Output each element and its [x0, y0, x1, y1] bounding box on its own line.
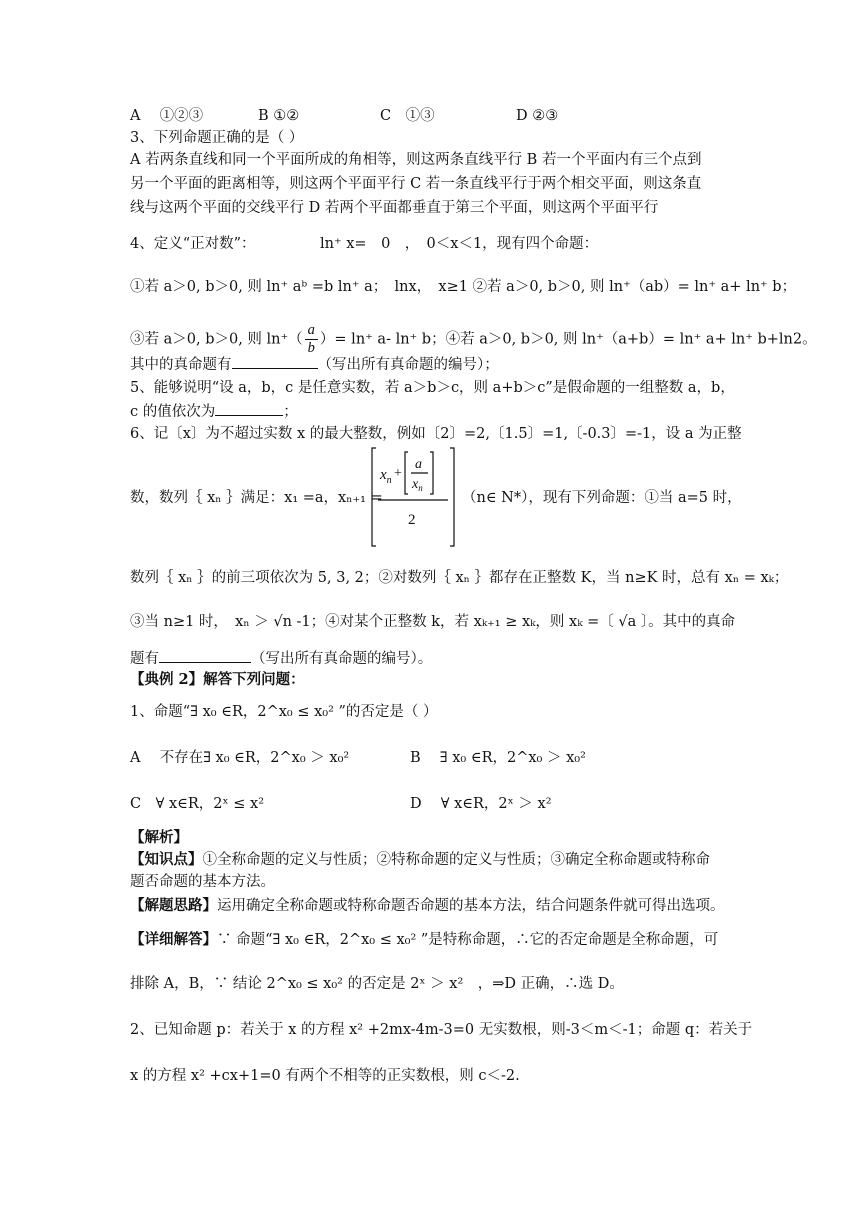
- svg-text:+: +: [394, 466, 402, 481]
- option-b: B ①②: [258, 108, 300, 124]
- thinking-text: 运用确定全称命题或特称命题否命题的基本方法，结合问题条件就可得出选项。: [217, 898, 725, 914]
- fraction-a-over-b: [305, 322, 318, 357]
- q6-line4: ③当 n≥1 时， xₙ ＞ √n -1；④对某个正整数 k，若 xₖ₊₁ ≥ xₖ，则 xₖ =〔 √a 〕。其中的真命: [130, 614, 736, 630]
- detail-text: ∵ 命题“∃ x₀ ∈R，2^x₀ ≤ x₀² ”是特称命题，∴它的否定命题是全称命题，可: [217, 932, 719, 948]
- q4-prop-1-2: ①若 a＞0, b＞0, 则 ln⁺ aᵇ =b ln⁺ a； lnx， x≥1 ②若 a＞0, b＞0, 则 ln⁺（ab）= ln⁺ a+ ln⁺ b；: [130, 279, 797, 295]
- q3-line1: A 若两条直线和同一个平面所成的角相等，则这两条直线平行 B 若一个平面内有三个点到: [130, 152, 702, 168]
- q4-ask-tail: （写出所有真命题的编号）；: [317, 357, 499, 373]
- detail-line1: [130, 930, 718, 950]
- q5-text: c 的值依次为: [130, 404, 216, 420]
- q5-tail: ；: [283, 404, 298, 420]
- detail-line2: 排除 A，B，∵ 结论 2^x₀ ≤ x₀² 的否定是 2ˣ ＞ x² ，⇒D 正确，∴选 D。: [130, 976, 624, 992]
- floor-fraction-formula: [368, 444, 458, 550]
- q4-ask: [130, 354, 499, 375]
- frac-denominator: b: [307, 340, 315, 356]
- ex2-option-a: A 不存在∃ x₀ ∈R，2^x₀ ＞ x₀²: [130, 750, 350, 766]
- knowledge-label: 【知识点】: [130, 851, 203, 868]
- q3-stem: 3、下列命题正确的是（ ）: [130, 130, 304, 146]
- q6-line5: [130, 648, 432, 669]
- thinking-label: 【解题思路】: [130, 897, 217, 914]
- frac-numerator: a: [305, 322, 318, 340]
- solution-heading: 【解析】: [130, 829, 188, 846]
- q6-ask: 题有: [130, 651, 159, 667]
- ex2-option-b: B ∃ x₀ ∈R，2^x₀ ＞ x₀²: [410, 750, 586, 766]
- option-c: C ①③: [380, 108, 435, 124]
- answer-blank[interactable]: [215, 401, 283, 416]
- q3-line2: 另一个平面的距离相等，则这两个平面平行 C 若一条直线平行于两个相交平面，则这条直: [130, 176, 702, 192]
- q4-prop3-end: ）= ln⁺ a- ln⁺ b；④若 a＞0, b＞0, 则 ln⁺（a+b）= ln⁺ a+ ln⁺ b+ln2。: [319, 331, 817, 348]
- detail-label: 【详细解答】: [130, 931, 217, 948]
- svg-text:xn: $x_n$: [412, 477, 423, 493]
- svg-text:xn: $x_n$: [380, 467, 392, 486]
- option-a: A ①②③: [130, 108, 204, 124]
- answer-blank[interactable]: [159, 648, 251, 663]
- q4-definition: 4、定义“正对数”：: [130, 236, 256, 252]
- example-heading: 【典例 2】解答下列问题：: [130, 671, 305, 688]
- q2-line1: 2、已知命题 p：若关于 x 的方程 x² +2mx-4m-3=0 无实数根，则-3＜m＜-1；命题 q：若关于: [130, 1022, 753, 1038]
- knowledge-line1: [130, 850, 710, 870]
- q4-ask-text: 其中的真命题有: [130, 357, 232, 373]
- knowledge-text: ①全称命题的定义与性质；②特称命题的定义与性质；③确定全称命题或特称命: [202, 852, 710, 868]
- ex2-option-d: D ∀ x∈R，2ˣ ＞ x²: [410, 796, 552, 812]
- q6-line1: 6、记〔x〕为不超过实数 x 的最大整数，例如〔2〕=2,〔1.5〕=1,〔-0.3〕=-1，设 a 为正整: [130, 426, 742, 442]
- knowledge-line2: 题否命题的基本方法。: [130, 874, 275, 890]
- ex2-q1: 1、命题“∃ x₀ ∈R，2^x₀ ≤ x₀² ”的否定是（ ）: [130, 704, 438, 720]
- q2-line2: x 的方程 x² +cx+1=0 有两个不相等的正实数根，则 c＜-2.: [130, 1068, 520, 1084]
- q4-prop-3-4: [130, 322, 817, 357]
- q6-line3: 数列｛ xₙ ｝的前三项依次为 5, 3, 2；②对数列｛ xₙ ｝都存在正整数 K，当 n≥K 时，总有 xₙ = xₖ；: [130, 570, 789, 586]
- q3-line3: 线与这两个平面的交线平行 D 若两个平面都垂直于第三个平面，则这两个平面平行: [130, 200, 659, 216]
- q5-line1: 5、能够说明“设 a，b，c 是任意实数，若 a＞b＞c，则 a+b＞c”是假命题的一组整数 a，b，: [130, 380, 735, 396]
- svg-text:a: a: [415, 457, 422, 472]
- answer-blank[interactable]: [232, 354, 318, 369]
- q4-prop3-start: ③若 a＞0, b＞0, 则 ln⁺（: [130, 331, 303, 348]
- q5-line2: [130, 401, 298, 422]
- frac-denominator-2: 2: [408, 512, 416, 528]
- option-d: D ②③: [516, 108, 559, 124]
- thinking-line: [130, 896, 725, 916]
- q6-line2-start: 数，数列｛ xₙ ｝满足：x₁ =a，xₙ₊₁ =: [130, 490, 383, 506]
- q6-line2-end: （n∈ N*），现有下列命题：①当 a=5 时，: [462, 490, 742, 506]
- ex2-option-c: C ∀ x∈R，2ˣ ≤ x²: [130, 796, 265, 812]
- q4-case: ln⁺ x= 0 ， 0＜x＜1，现有四个命题：: [320, 236, 599, 252]
- q6-tail: （写出所有真命题的编号）。: [251, 651, 433, 667]
